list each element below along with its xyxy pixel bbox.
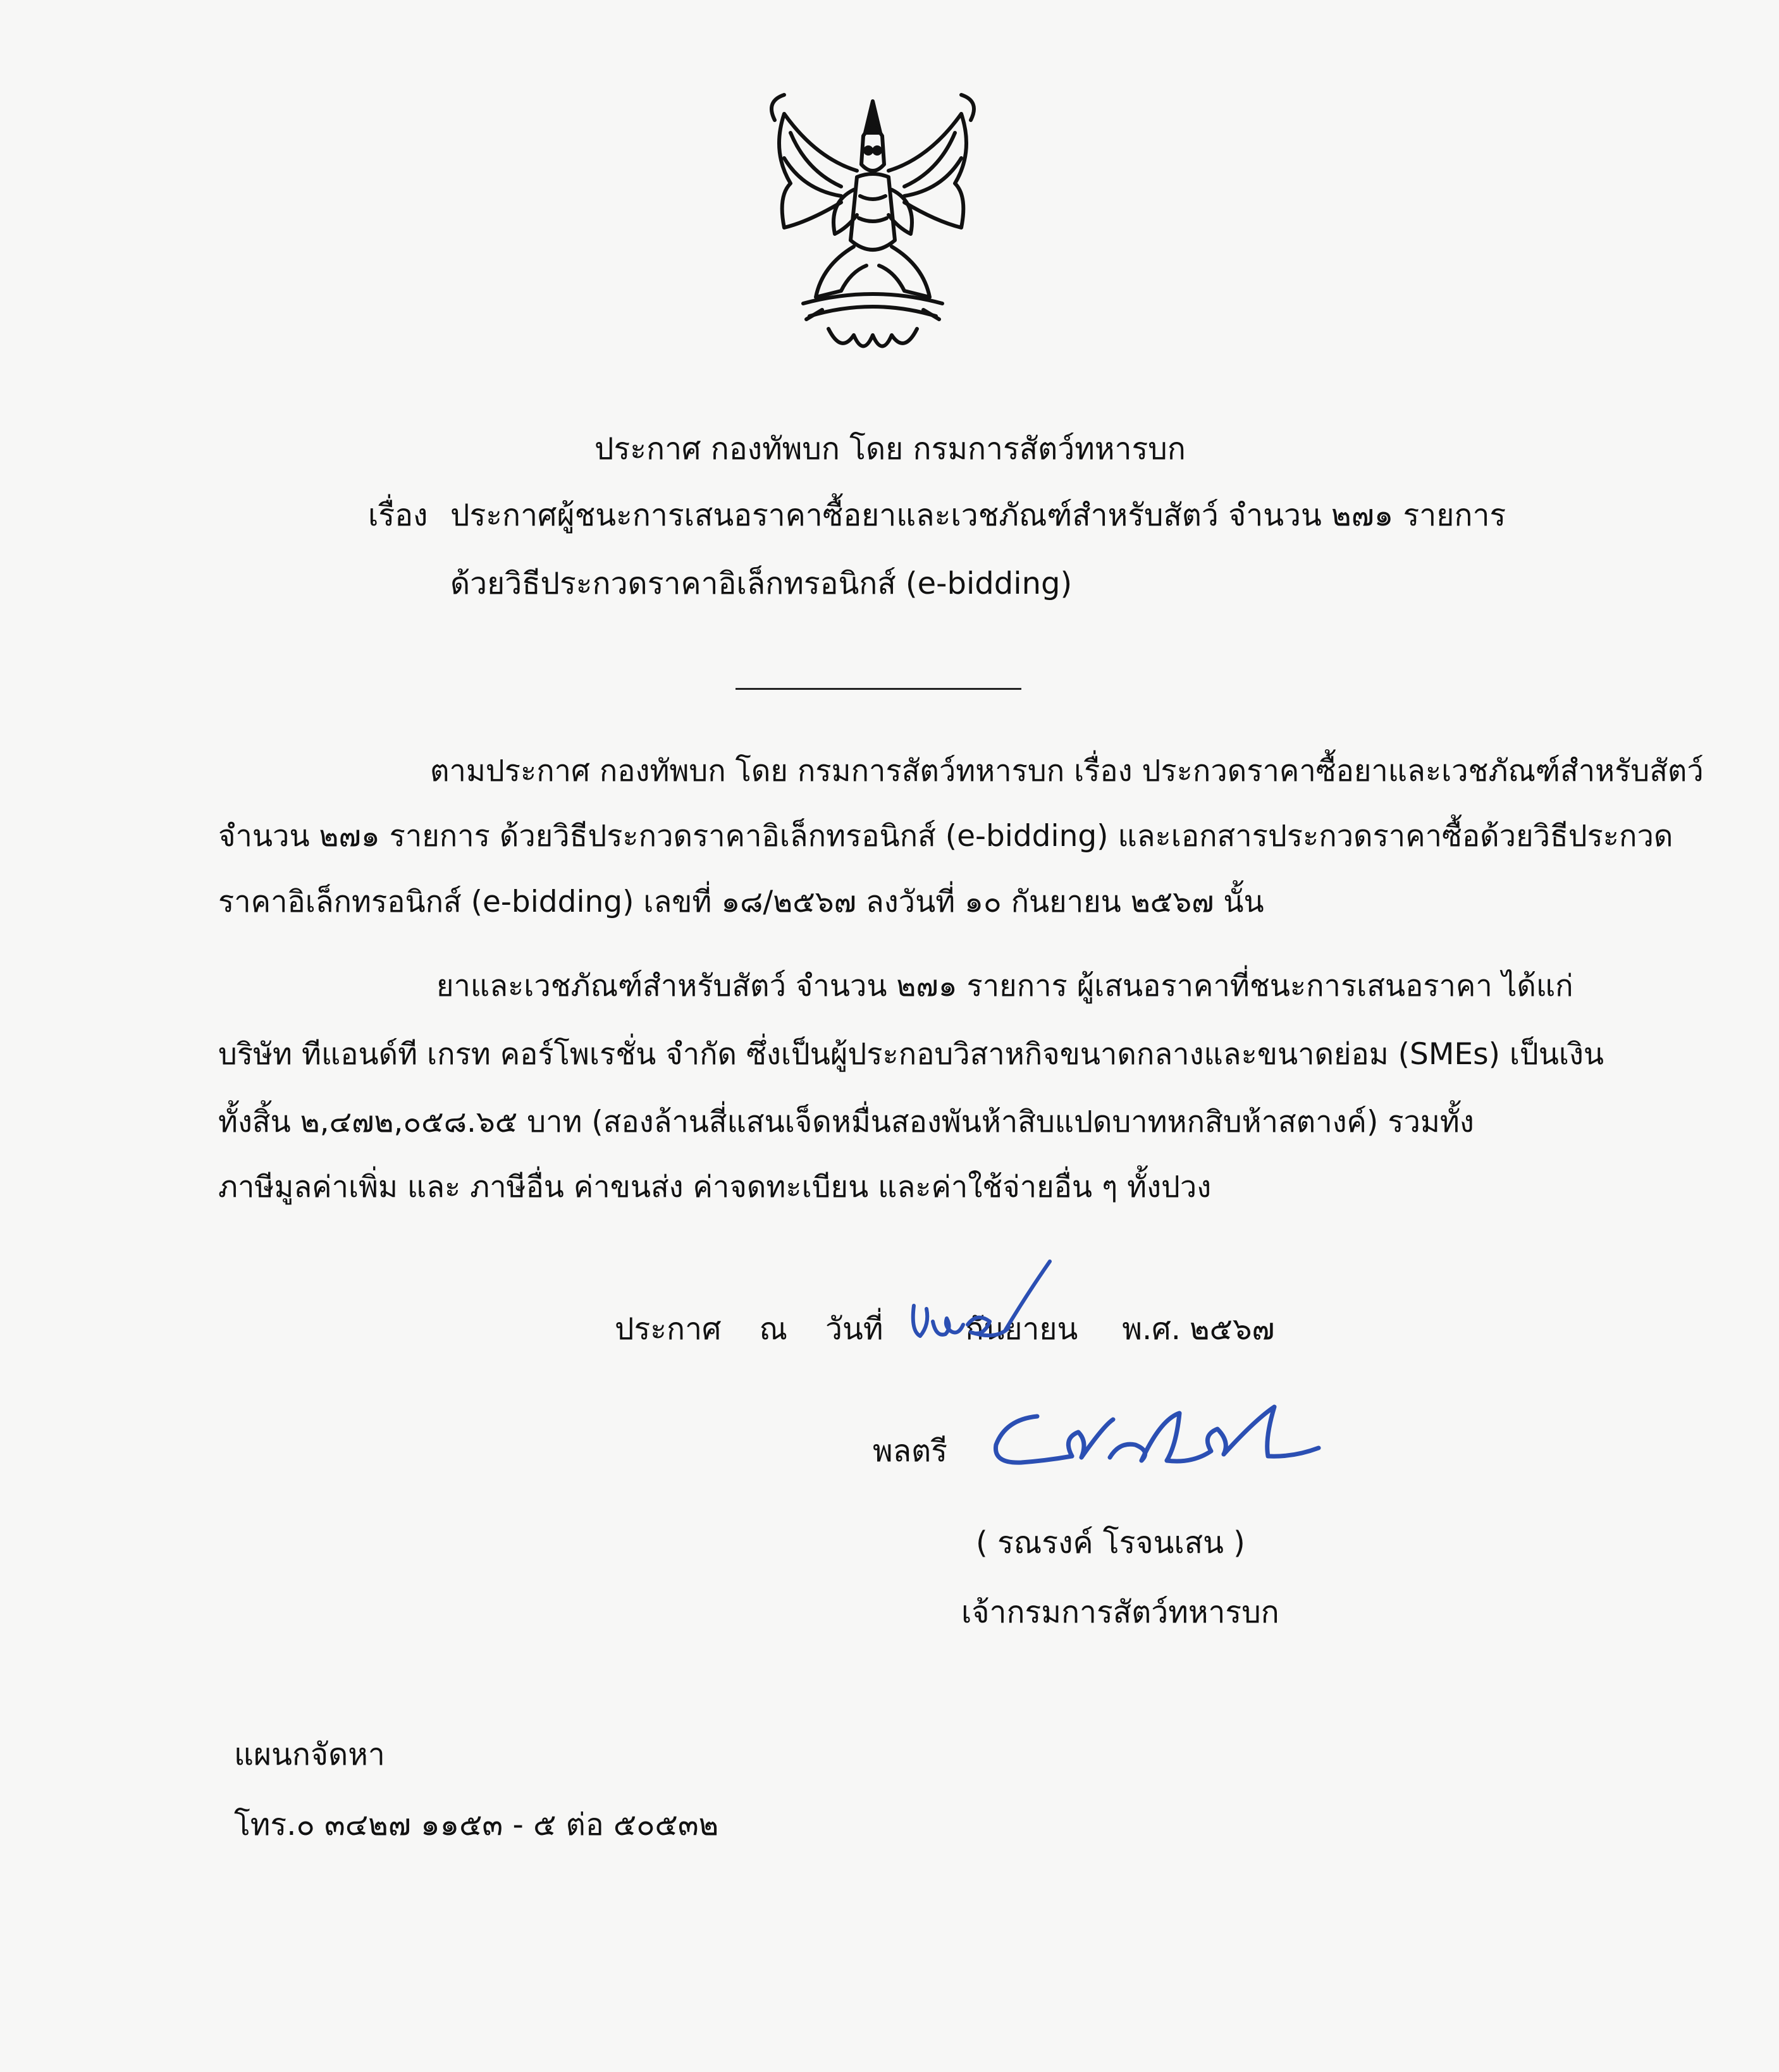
handwritten-day <box>908 1255 1056 1350</box>
dateline-day-label: วันที่ <box>825 1311 883 1347</box>
garuda-emblem-icon <box>746 76 999 367</box>
paragraph-2-line-3: ทั้งสิ้น ๒,๔๗๒,๐๕๘.๖๕ บาท (สองล้านสี่แสนเจ็ดหมื่นสองพันห้าสิบแปดบาทหกสิบห้าสตางค์) รวมทั้ง <box>218 1105 1474 1139</box>
paragraph-2-line-2: บริษัท ทีแอนด์ที เกรท คอร์โพเรชั่น จำกัด ซึ่งเป็นผู้ประกอบวิสาหกิจขนาดกลางและขนาดย่อม (SMEs) เป็นเงิน <box>218 1037 1604 1072</box>
dateline-month: กันยายน <box>965 1311 1078 1347</box>
subject-line-2: ด้วยวิธีประกวดราคาอิเล็กทรอนิกส์ (e-bidding) <box>450 566 1073 601</box>
paragraph-1-line-3: ราคาอิเล็กทรอนิกส์ (e-bidding) เลขที่ ๑๘/๒๕๖๗ ลงวันที่ ๑๐ กันยายน ๒๕๖๗ นั้น <box>218 885 1264 919</box>
paragraph-2-line-1: ยาและเวชภัณฑ์สำหรับสัตว์ จำนวน ๒๗๑ รายการ ผู้เสนอราคาที่ชนะการเสนอราคา ได้แก่ <box>436 969 1573 1003</box>
signer-name: ( รณรงค์ โรจนเสน ) <box>976 1525 1245 1560</box>
office-phone: โทร.๐ ๓๔๒๗ ๑๑๕๓ - ๕ ต่อ ๕๐๕๓๒ <box>234 1807 719 1842</box>
subject-label: เรื่อง <box>368 498 428 533</box>
paragraph-1-line-1: ตามประกาศ กองทัพบก โดย กรมการสัตว์ทหารบก เรื่อง ประกวดราคาซื้อยาและเวชภัณฑ์สำหรับสัตว์ <box>430 754 1704 788</box>
signer-position: เจ้ากรมการสัตว์ทหารบก <box>961 1595 1279 1630</box>
office-name: แผนกจัดหา <box>234 1737 385 1772</box>
paragraph-2-line-4: ภาษีมูลค่าเพิ่ม และ ภาษีอื่น ค่าขนส่ง ค่าจดทะเบียน และค่าใช้จ่ายอื่น ๆ ทั้งปวง <box>218 1170 1212 1205</box>
divider <box>736 688 1021 690</box>
dateline-year: ๒๕๖๗ <box>1189 1311 1275 1347</box>
dateline-era: พ.ศ. <box>1122 1311 1181 1347</box>
dateline-at: ณ <box>759 1311 788 1347</box>
announcement-title: ประกาศ กองทัพบก โดย กรมการสัตว์ทหารบก <box>594 431 1186 467</box>
subject-line-1: ประกาศผู้ชนะการเสนอราคาซื้อยาและเวชภัณฑ์สำหรับสัตว์ จำนวน ๒๗๑ รายการ <box>450 498 1506 533</box>
announcement-subject <box>368 496 1506 534</box>
signature-image <box>977 1382 1331 1489</box>
dateline-announce: ประกาศ <box>615 1311 722 1347</box>
signer-rank: พลตรี <box>873 1433 948 1469</box>
paragraph-1-line-2: จำนวน ๒๗๑ รายการ ด้วยวิธีประกวดราคาอิเล็กทรอนิกส์ (e-bidding) และเอกสารประกวดราคาซื้อด้วยวิธีประกวด <box>218 819 1673 854</box>
